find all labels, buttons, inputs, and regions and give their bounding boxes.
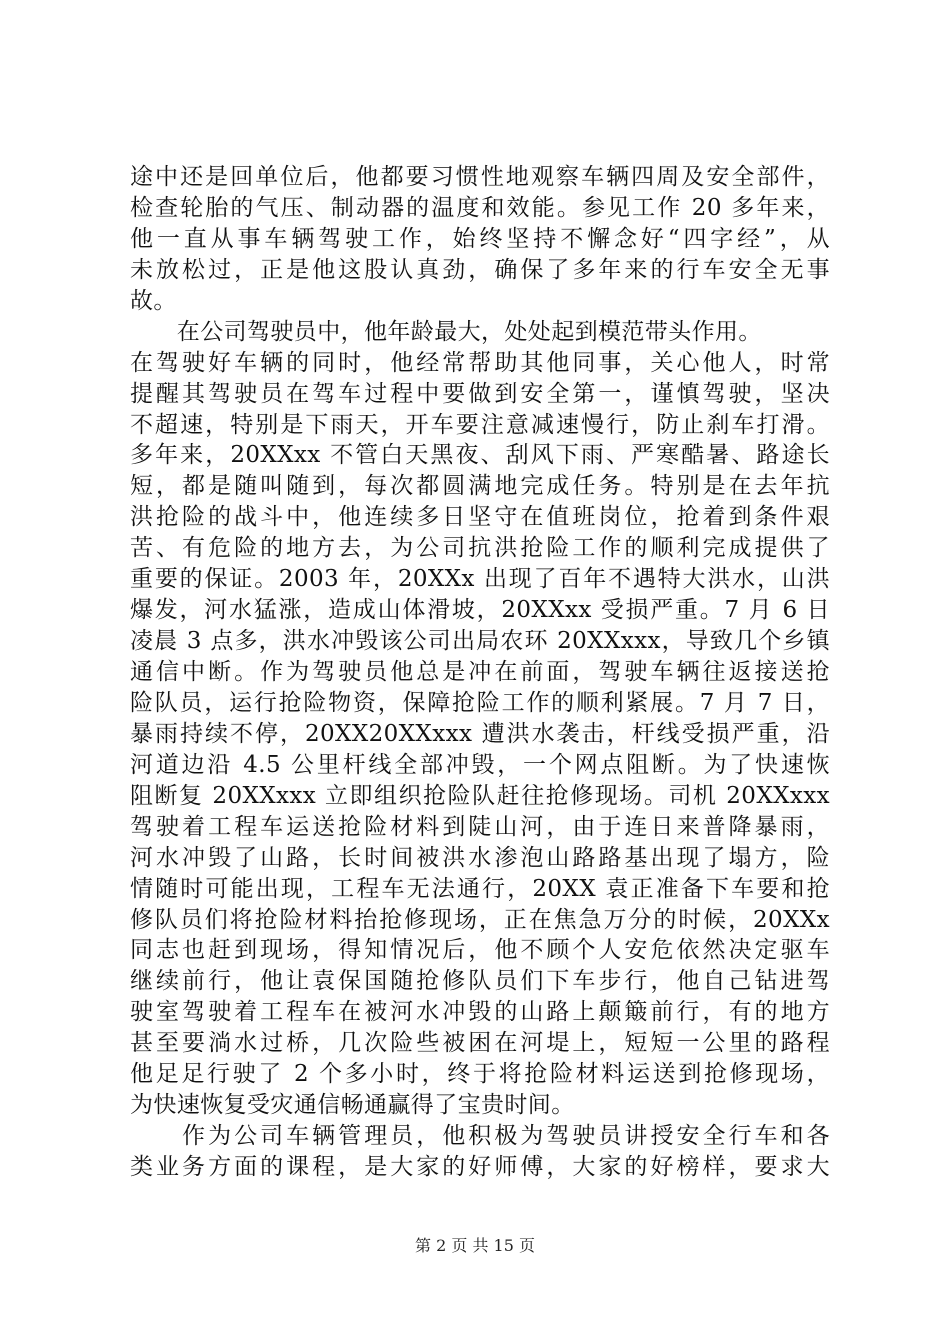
text-line: 继续前行，他让袁保国随抢修队员们下车步行，他自己钻进驾 [130,968,830,995]
text-line: 不超速，特别是下雨天，开车要注意减速慢行，防止刹车打滑。 [130,411,830,438]
text-line: 短，都是随叫随到，每次都圆满地完成任务。特别是在去年抗 [130,473,830,500]
page-footer: 第 2 页 共 15 页 [415,1236,535,1255]
text-line: 通信中断。作为驾驶员他总是冲在前面，驾驶车辆往返接送抢 [130,659,830,685]
text-line: 情随时可能出现，工程车无法通行，20XX 袁正准备下车要和抢 [130,875,830,902]
text-line: 重要的保证。2003 年，20XXx 出现了百年不遇特大洪水，山洪 [130,566,830,593]
text-line: 未放松过，正是他这股认真劲，确保了多年来的行车安全无事 [130,256,830,283]
text-line: 为快速恢复受灾通信畅通赢得了宝贵时间。 [130,1092,575,1119]
text-line: 阻断复 20XXxxx 立即组织抢险队赶往抢修现场。司机 20XXxxx [130,782,830,809]
text-line: 河道边沿 4.5 公里杆线全部冲毁，一个网点阻断。为了快速恢 [130,751,830,778]
text-line: 驾驶着工程车运送抢险材料到陡山河，由于连日来普降暴雨， [130,813,830,840]
text-line: 驶室驾驶着工程车在被河水冲毁的山路上颠簸前行，有的地方 [130,999,830,1026]
text-line: 检查轮胎的气压、制动器的温度和效能。参见工作 20 多年来， [130,194,830,221]
text-line: 提醒其驾驶员在驾车过程中要做到安全第一，谨慎驾驶，坚决 [130,380,830,407]
text-line: 他足足行驶了 2 个多小时，终于将抢险材料运送到抢修现场， [130,1061,830,1088]
text-line: 爆发，河水猛涨，造成山体滑坡，20XXxx 受损严重。7 月 6 日 [130,597,830,624]
text-line: 他一直从事车辆驾驶工作，始终坚持不懈念好“四字经”，从 [130,225,830,252]
text-line: 途中还是回单位后，他都要习惯性地观察车辆四周及安全部件， [130,164,830,190]
text-line: 在驾驶好车辆的同时，他经常帮助其他同事，关心他人，时常 [130,349,830,376]
text-line: 故。 [130,287,177,314]
text-line: 同志也赶到现场，得知情况后，他不顾个人安危依然决定驱车 [130,937,830,964]
text-line: 类业务方面的课程，是大家的好师傅，大家的好榜样，要求大 [130,1154,830,1180]
text-line: 苦、有危险的地方去，为公司抗洪抢险工作的顺利完成提供了 [130,535,830,562]
text-line: 修队员们将抢险材料抬抢修现场，正在焦急万分的时候，20XXx [130,906,830,933]
text-line: 甚至要淌水过桥，几次险些被困在河堤上，短短一公里的路程 [130,1030,830,1057]
text-line: 作为公司车辆管理员，他积极为驾驶员讲授安全行车和各 [130,1123,830,1150]
text-line: 洪抢险的战斗中，他连续多日坚守在值班岗位，抢着到条件艰 [130,504,830,531]
text-line: 在公司驾驶员中，他年龄最大，处处起到模范带头作用。 [130,318,762,345]
text-line: 凌晨 3 点多，洪水冲毁该公司出局农环 20XXxxx，导致几个乡镇 [130,628,830,655]
body-text [130,162,830,1183]
text-line: 多年来，20XXxx 不管白天黑夜、刮风下雨、严寒酷暑、路途长 [130,442,830,469]
text-line: 河水冲毁了山路，长时间被洪水渗泡山路路基出现了塌方，险 [130,844,830,871]
text-line: 险队员，运行抢险物资，保障抢险工作的顺利紧展。7 月 7 日， [130,689,830,716]
text-line: 暴雨持续不停，20XX20XXxxx 遭洪水袭击，杆线受损严重，沿 [130,720,830,747]
